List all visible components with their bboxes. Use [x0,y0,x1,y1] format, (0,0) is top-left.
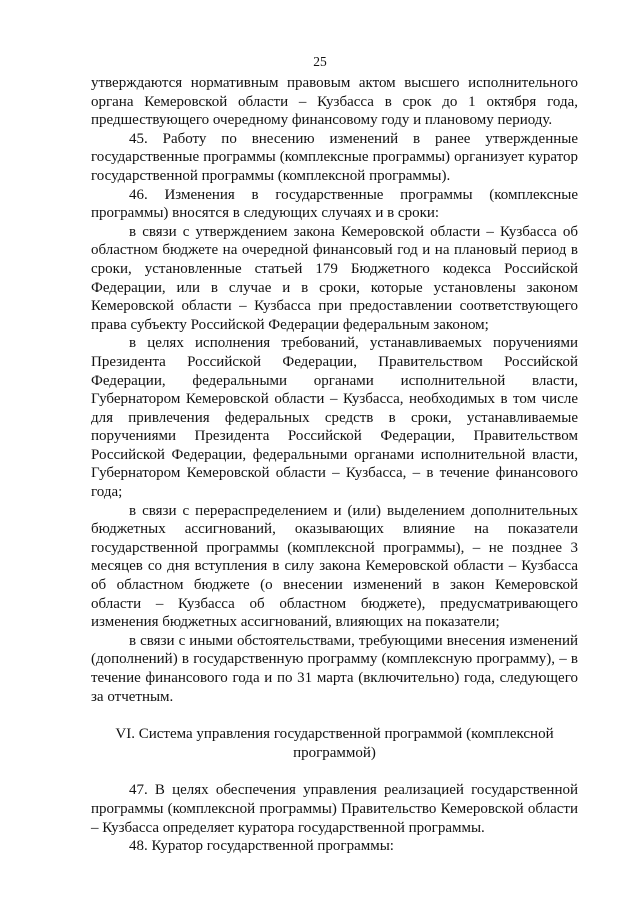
paragraph-continuation: утверждаются нормативным правовым актом высшего исполнительного органа Кемеровской области – Кузбасса в срок до 1 октября года, предшествующего очередному финансовому году и плановому периоду. [91,75,578,129]
section-heading: VI. Система управления государственной программой (комплексной программой) [115,726,554,761]
paragraph-46-case-instructions: в целях исполнения требований, устанавливаемых поручениями Президента Российской Федерации, Правительством Российской Федерации, федеральными органами исполнительной власти, Губернатором Кемеровской области – Кузбасса, необходимых в том числе для привлечения федеральных средств в сроки, устанавливаемые поручениями Президента Российской Федерации, Правительством Российской Федерации, федеральными органами исполнительной власти, Губернатором Кемеровской области – Кузбасса, – в течение финансового года; [91,335,578,501]
paragraph-46-case-reallocation: в связи с перераспределением и (или) выделением дополнительных бюджетных ассигнований, оказывающих влияние на показатели государственной программы (комплексной программы), – не позднее 3 месяцев со дня вступления в силу закона Кемеровской области – Кузбасса об областном бюджете (о внесении изменений в закон Кемеровской области – Кузбасса об областном бюджете), предусматривающего изменения бюджетных ассигнований, влияющих на показатели; [91,502,578,631]
paragraph-46: 46. Изменения в государственные программы (комплексные программы) вносятся в следующих случаях и в сроки: [91,186,578,222]
paragraph-47: 47. В целях обеспечения управления реализацией государственной программы (комплексной программы) Правительство Кемеровской области – Кузбасса определяет куратора государственной программы. [91,782,578,836]
paragraph-48: 48. Куратор государственной программы: [129,838,394,855]
document-body [91,74,578,856]
paragraph-46-case-budget-law: в связи с утверждением закона Кемеровской области – Кузбасса об областном бюджете на очередной финансовый год и на плановый период в сроки, установленные статьей 179 Бюджетного кодекса Российской Федерации, или в случае и в сроки, которые установлены законом Кемеровской области – Кузбасса при предоставлении соответствующего права субъекту Российской Федерации федеральным законом; [91,223,578,333]
paragraph-46-case-other: в связи с иными обстоятельствами, требующими внесения изменений (дополнений) в государственную программу (комплексную программу), – в течение финансового года и по 31 марта (включительно) года, следующего за отчетным. [91,632,578,705]
paragraph-45: 45. Работу по внесению изменений в ранее утвержденные государственные программы (комплексные программы) организует куратор государственной программы (комплексной программы). [91,130,578,184]
page-number: 25 [313,54,327,69]
